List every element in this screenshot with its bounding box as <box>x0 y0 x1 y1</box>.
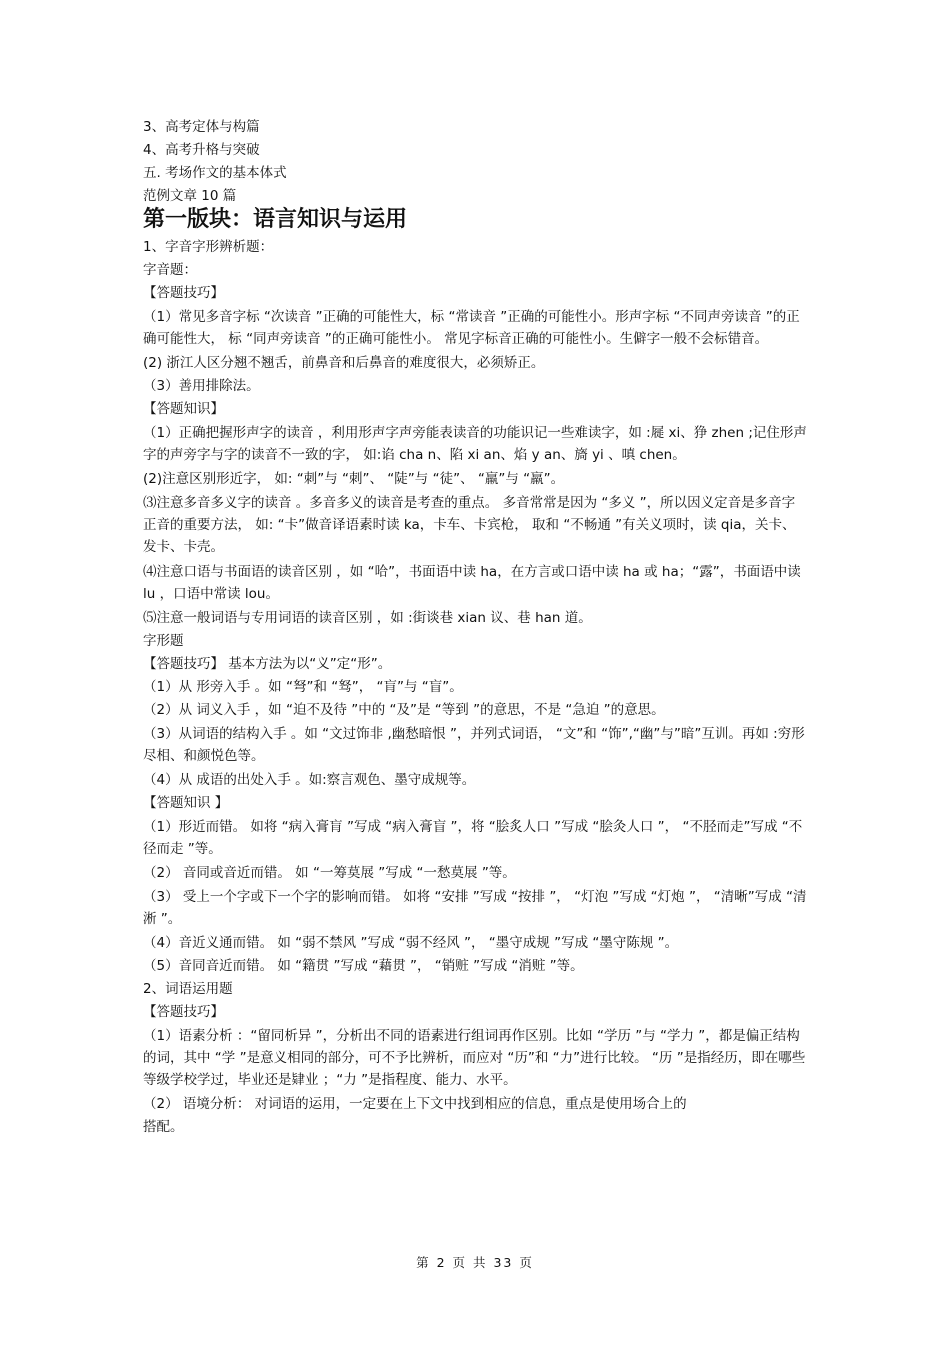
paragraph: （4）音近义通而错。 如 “弱不禁风 ”写成 “弱不经风 ”， “墨守成规 ”写成 “墨守陈规 ”。 <box>143 935 679 951</box>
paragraph: （3）从词语的结构入手 。如 “文过饰非 ,幽愁暗恨 ”，并列式词语， “文”和 “饰”,“幽”与”暗”互训。再如 :穷形尽相、和颜悦色等。 <box>143 726 805 764</box>
paragraph: ⑶注意多音多义字的读音 。多音多义的读音是考查的重点。 多音常常是因为 “多义 ”，所以因义定音是多音字正音的重要方法， 如: “卡”做音译语素时读 ka，卡车、卡宾枪， 取和 “不畅通 ”有关义项时，读 qia，关卡、发卡、卡壳。 <box>143 495 796 555</box>
bracket-heading: 【答题知识】 <box>143 401 224 417</box>
outline-line: 五. 考场作文的基本体式 <box>143 165 287 181</box>
paragraph: （2） 音同或音近而错。 如 “一筹莫展 ”写成 “一愁莫展 ”等。 <box>143 865 516 881</box>
paragraph: （1）常见多音字标 “次读音 ”正确的可能性大，标 “常读音 ”正确的可能性小。形声字标 “不同声旁读音 ”的正确可能性大， 标 “同声旁读音 ”的正确可能性小。 常见字标音正确的可能性小。生僻字一般不会标错音。 <box>143 309 800 347</box>
outline-line: 范例文章 10 篇 <box>143 188 237 204</box>
outline-line: 4、高考升格与突破 <box>143 142 260 158</box>
paragraph: （1）形近而错。 如将 “病入膏肓 ”写成 “病入膏盲 ”，将 “脍炙人口 ”写成 “脍灸人口 ”， “不胫而走”写成 “不径而走 ”等。 <box>143 819 803 857</box>
paragraph: 搭配。 <box>143 1119 184 1135</box>
paragraph: （4）从 成语的出处入手 。如:察言观色、墨守成规等。 <box>143 772 476 788</box>
paragraph: （1）正确把握形声字的读音 ，利用形声字声旁能表读音的功能识记一些难读字，如 :屣 xi、狰 zhen ;记住形声字的声旁字与字的读音不一致的字， 如:谄 cha n、陷 xi an、焰 y an、旖 yi 、嗔 chen。 <box>143 425 807 463</box>
paragraph: （1）从 形旁入手 。如 “弩”和 “驽”， “肓”与 “盲”。 <box>143 679 463 695</box>
bracket-heading: 【答题技巧】 <box>143 285 224 301</box>
subsection-title: 字音题： <box>143 262 197 278</box>
paragraph: （2） 语境分析： 对词语的运用，一定要在上下文中找到相应的信息，重点是使用场合上的 <box>143 1096 687 1112</box>
bracket-heading: 【答题技巧】 基本方法为以“义”定“形”。 <box>143 656 392 672</box>
outline-line: 3、高考定体与构篇 <box>143 119 260 135</box>
document-page <box>143 117 808 1137</box>
paragraph: (2)注意区别形近字， 如: “刺”与 “刺”、 “陡”与 “徒”、 “羸”与 “羸”。 <box>143 471 565 487</box>
bracket-heading: 【答题知识 】 <box>143 795 229 811</box>
paragraph: （2）从 词义入手 ，如 “迫不及待 ”中的 “及”是 “等到 ”的意思，不是 “急迫 ”的意思。 <box>143 702 665 718</box>
page-footer: 第 2 页 共 33 页 <box>416 1255 534 1270</box>
bracket-heading: 【答题技巧】 <box>143 1004 224 1020</box>
paragraph: ⑷注意口语与书面语的读音区别 ，如 “哈”，书面语中读 ha，在方言或口语中读 ha 或 ha；“露”，书面语中读 lu ，口语中常读 lou。 <box>143 564 801 602</box>
paragraph: （1）语素分析 ：“留同析异 ”，分析出不同的语素进行组词再作区别。比如 “学历 ”与 “学力 ”，都是偏正结构的词，其中 “学 ”是意义相同的部分，可不予比辨析，而应对 “历”和 “力”进行比较。 “历 ”是指经历，即在哪些等级学校学过，毕业还是肄业 ；“力 ”是指程度、能力、水平。 <box>143 1028 806 1088</box>
paragraph: （3）善用排除法。 <box>143 378 260 394</box>
section-heading: 第一版块：语言知识与运用 <box>143 207 408 232</box>
subsection-title: 字形题 <box>143 633 184 649</box>
paragraph: （5）音同音近而错。 如 “籍贯 ”写成 “藉贯 ”， “销赃 ”写成 “消赃 ”等。 <box>143 958 584 974</box>
paragraph: （3） 受上一个字或下一个字的影响而错。 如将 “安排 ”写成 “按排 ”， “灯泡 ”写成 “灯炮 ”， “清晰”写成 “清淅 ”。 <box>143 889 807 927</box>
question-type-title: 2、词语运用题 <box>143 981 233 997</box>
paragraph: (2) 浙江人区分翘不翘舌，前鼻音和后鼻音的难度很大，必须矫正。 <box>143 355 545 371</box>
paragraph: ⑸注意一般词语与专用词语的读音区别 ，如 :街谈巷 xian 议、巷 han 道。 <box>143 610 592 626</box>
question-type-title: 1、字音字形辨析题： <box>143 239 274 255</box>
